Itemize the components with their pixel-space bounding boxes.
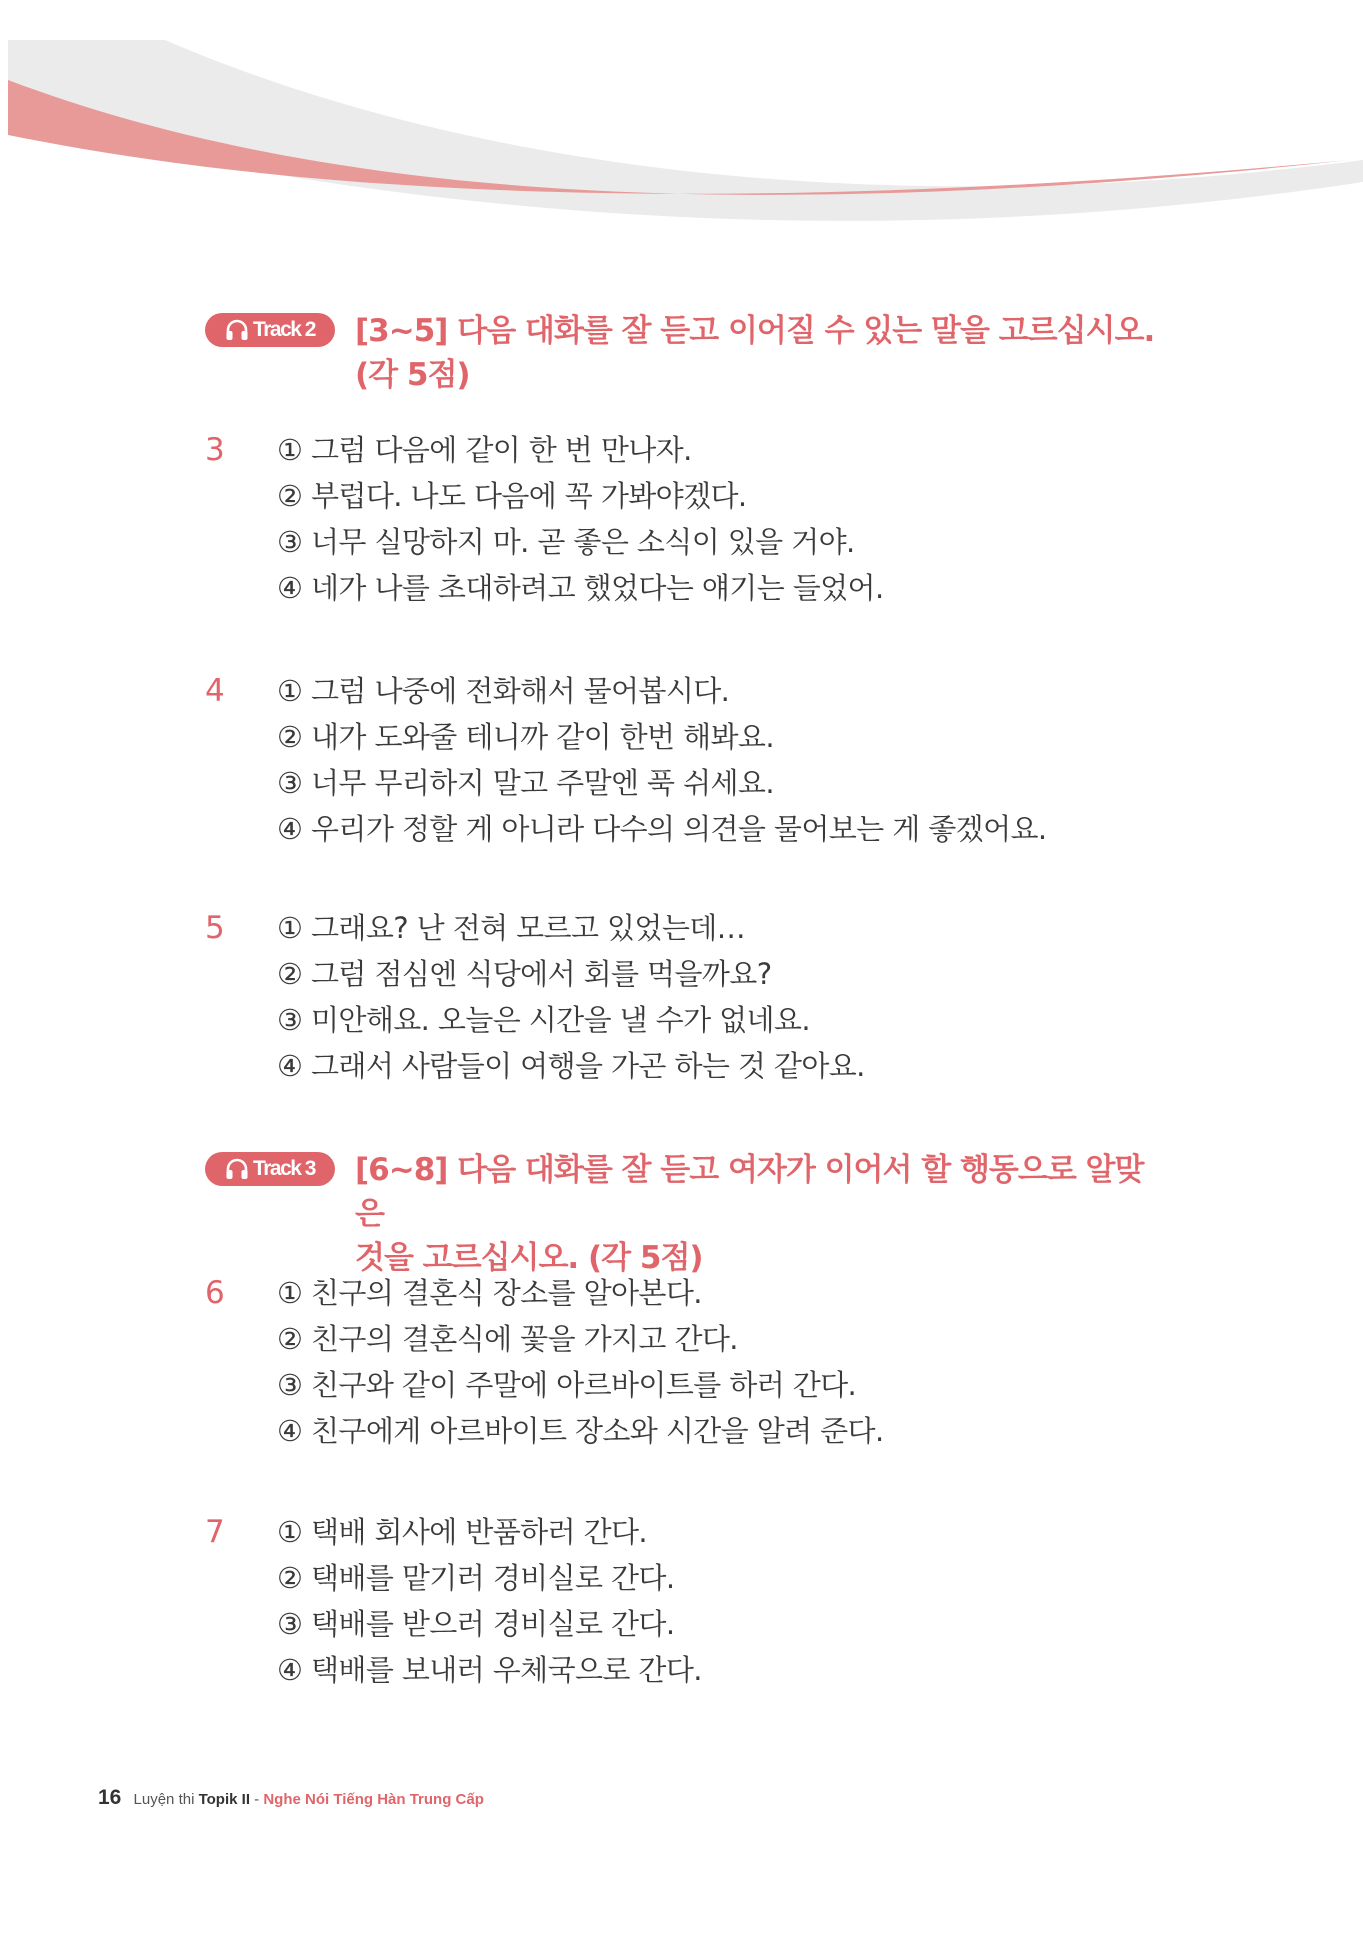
page-number: 16 bbox=[98, 1786, 122, 1809]
instruction-line-2: 것을 고르십시오. (각 5점) bbox=[355, 1240, 703, 1276]
track-3-badge[interactable] bbox=[205, 1152, 335, 1186]
instruction-line-1: [6~8] 다음 대화를 잘 듣고 여자가 이어서 할 행동으로 알맞은 bbox=[355, 1152, 1144, 1232]
headphones-icon bbox=[225, 1158, 249, 1180]
option-4[interactable]: ④ 택배를 보내러 우체국으로 간다. bbox=[277, 1653, 702, 1687]
option-2[interactable]: ② 친구의 결혼식에 꽃을 가지고 간다. bbox=[277, 1322, 738, 1356]
book-name: Topik II bbox=[198, 1791, 250, 1808]
options-list bbox=[277, 1509, 702, 1693]
option-3[interactable]: ③ 택배를 받으러 경비실로 간다. bbox=[277, 1607, 675, 1641]
track-3-label: Track 3 bbox=[253, 1157, 315, 1180]
question-number: 5 bbox=[205, 910, 225, 946]
headphones-icon bbox=[225, 319, 249, 341]
instruction-line-1: [3~5] 다음 대화를 잘 듣고 이어질 수 있는 말을 고르십시오. bbox=[355, 313, 1155, 349]
option-2[interactable]: ② 택배를 맡기러 경비실로 간다. bbox=[277, 1561, 675, 1595]
option-3[interactable]: ③ 너무 무리하지 말고 주말엔 푹 쉬세요. bbox=[277, 766, 774, 800]
option-1[interactable]: ① 그럼 나중에 전화해서 물어봅시다. bbox=[277, 674, 730, 708]
header-swoosh-decoration bbox=[0, 0, 1363, 260]
options-list bbox=[277, 427, 884, 611]
option-3[interactable]: ③ 미안해요. 오늘은 시간을 낼 수가 없네요. bbox=[277, 1003, 810, 1037]
question-number: 3 bbox=[205, 432, 225, 468]
option-1[interactable]: ① 그래요? 난 전혀 모르고 있었는데… bbox=[277, 911, 746, 945]
question-number: 6 bbox=[205, 1275, 225, 1311]
option-2[interactable]: ② 부럽다. 나도 다음에 꼭 가봐야겠다. bbox=[277, 479, 747, 513]
option-3[interactable]: ③ 친구와 같이 주말에 아르바이트를 하러 간다. bbox=[277, 1368, 857, 1402]
book-prefix: Luyện thi bbox=[133, 1791, 195, 1808]
options-list bbox=[277, 905, 865, 1089]
section-1-instruction bbox=[355, 309, 1155, 397]
option-3[interactable]: ③ 너무 실망하지 마. 곧 좋은 소식이 있을 거야. bbox=[277, 525, 855, 559]
book-subtitle: Nghe Nói Tiếng Hàn Trung Cấp bbox=[263, 1791, 484, 1808]
option-1[interactable]: ① 친구의 결혼식 장소를 알아본다. bbox=[277, 1276, 702, 1310]
options-list bbox=[277, 1270, 884, 1454]
option-1[interactable]: ① 택배 회사에 반품하러 간다. bbox=[277, 1515, 648, 1549]
option-4[interactable]: ④ 그래서 사람들이 여행을 가곤 하는 것 같아요. bbox=[277, 1049, 865, 1083]
track-2-label: Track 2 bbox=[253, 318, 315, 341]
section-track-3 bbox=[205, 1148, 1165, 1280]
question-number: 7 bbox=[205, 1514, 225, 1550]
option-1[interactable]: ① 그럼 다음에 같이 한 번 만나자. bbox=[277, 433, 692, 467]
question-number: 4 bbox=[205, 673, 225, 709]
option-2[interactable]: ② 그럼 점심엔 식당에서 회를 먹을까요? bbox=[277, 957, 772, 991]
options-list bbox=[277, 668, 1047, 852]
option-2[interactable]: ② 내가 도와줄 테니까 같이 한번 해봐요. bbox=[277, 720, 774, 754]
page-footer bbox=[98, 1786, 484, 1810]
option-4[interactable]: ④ 우리가 정할 게 아니라 다수의 의견을 물어보는 게 좋겠어요. bbox=[277, 812, 1047, 846]
option-4[interactable]: ④ 네가 나를 초대하려고 했었다는 얘기는 들었어. bbox=[277, 571, 884, 605]
instruction-line-2: (각 5점) bbox=[355, 357, 470, 393]
section-2-instruction bbox=[355, 1148, 1155, 1280]
section-track-2 bbox=[205, 309, 1165, 397]
option-4[interactable]: ④ 친구에게 아르바이트 장소와 시간을 알려 준다. bbox=[277, 1414, 884, 1448]
track-2-badge[interactable] bbox=[205, 313, 335, 347]
footer-separator: - bbox=[254, 1791, 260, 1808]
